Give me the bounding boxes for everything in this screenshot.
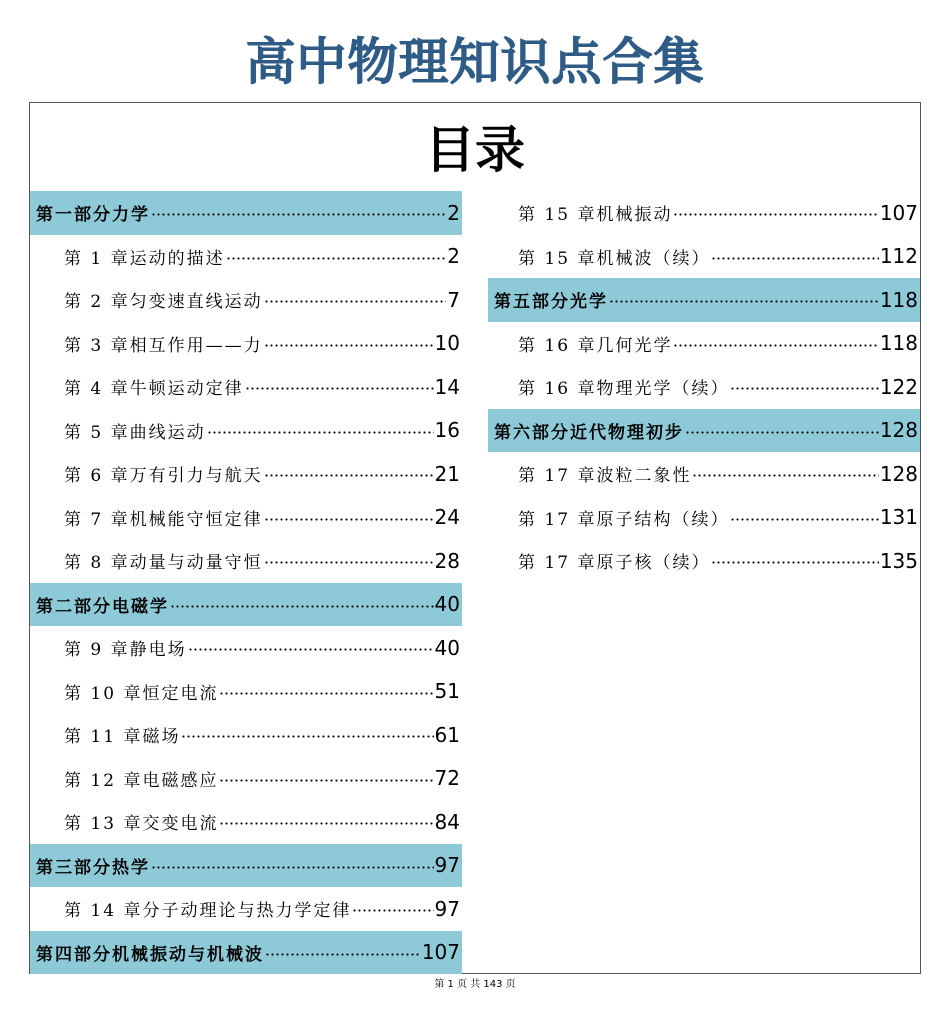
dot-leader — [226, 250, 447, 267]
document-title: 高中物理知识点合集 — [245, 33, 705, 91]
toc-entry-label: 第 11 章磁场 — [64, 727, 181, 748]
toc-part-entry[interactable] — [30, 583, 462, 627]
dot-leader — [151, 859, 434, 876]
page-footer: 第 1 页 共 143 页 — [434, 979, 516, 990]
toc-entry-page-number: 21 — [434, 461, 460, 486]
dot-leader — [264, 293, 447, 310]
toc-chapter-entry[interactable] — [488, 539, 920, 583]
toc-entry-page-number: 24 — [434, 505, 460, 530]
toc-entry-label: 第三部分热学 — [36, 857, 150, 878]
toc-entry-page-number: 72 — [434, 766, 460, 791]
dot-leader — [352, 902, 433, 919]
toc-chapter-entry[interactable] — [30, 409, 462, 453]
dot-leader — [711, 250, 878, 267]
dot-leader — [730, 380, 878, 397]
toc-entry-label: 第 13 章交变电流 — [64, 814, 219, 835]
toc-chapter-entry[interactable] — [30, 278, 462, 322]
toc-chapter-entry[interactable] — [30, 626, 462, 670]
toc-entry-label: 第 17 章原子结构（续） — [518, 509, 730, 530]
dot-leader — [219, 685, 433, 702]
toc-chapter-entry[interactable] — [488, 191, 920, 235]
dot-leader — [207, 424, 434, 441]
toc-entry-page-number: 128 — [879, 461, 918, 486]
toc-entry-label: 第一部分力学 — [36, 205, 150, 226]
toc-entry-label: 第 16 章物理光学（续） — [518, 379, 730, 400]
toc-chapter-entry[interactable] — [30, 670, 462, 714]
dot-leader — [730, 511, 878, 528]
toc-part-entry[interactable] — [488, 409, 920, 453]
toc-entry-label: 第二部分电磁学 — [36, 596, 169, 617]
toc-entry-label: 第六部分近代物理初步 — [494, 422, 684, 443]
dot-leader — [264, 467, 434, 484]
toc-entry-page-number: 7 — [447, 287, 460, 312]
toc-chapter-entry[interactable] — [30, 496, 462, 540]
toc-chapter-entry[interactable] — [30, 713, 462, 757]
toc-entry-label: 第 17 章原子核（续） — [518, 553, 711, 574]
toc-entry-label: 第 5 章曲线运动 — [64, 422, 206, 443]
dot-leader — [264, 511, 434, 528]
toc-chapter-entry[interactable] — [30, 235, 462, 279]
toc-entry-label: 第 16 章几何光学 — [518, 335, 673, 356]
toc-left-column — [30, 191, 462, 974]
toc-entry-page-number: 107 — [421, 940, 460, 965]
dot-leader — [151, 206, 446, 223]
toc-entry-page-number: 40 — [434, 635, 460, 660]
dot-leader — [170, 598, 434, 615]
toc-part-entry[interactable] — [30, 844, 462, 888]
toc-entry-label: 第 15 章机械振动 — [518, 205, 673, 226]
toc-entry-label: 第 10 章恒定电流 — [64, 683, 219, 704]
toc-entry-page-number: 51 — [434, 679, 460, 704]
toc-chapter-entry[interactable] — [488, 452, 920, 496]
toc-entry-label: 第五部分光学 — [494, 292, 608, 313]
dot-leader — [685, 424, 879, 441]
dot-leader — [609, 293, 879, 310]
dot-leader — [673, 337, 878, 354]
toc-entry-label: 第 7 章机械能守恒定律 — [64, 509, 263, 530]
toc-chapter-entry[interactable] — [30, 800, 462, 844]
toc-entry-label: 第 2 章匀变速直线运动 — [64, 292, 263, 313]
toc-entry-label: 第 6 章万有引力与航天 — [64, 466, 263, 487]
toc-entry-page-number: 97 — [434, 896, 460, 921]
toc-entry-page-number: 118 — [879, 287, 918, 312]
toc-part-entry[interactable] — [30, 191, 462, 235]
toc-entry-label: 第 15 章机械波（续） — [518, 248, 711, 269]
toc-entry-label: 第 17 章波粒二象性 — [518, 466, 692, 487]
toc-chapter-entry[interactable] — [30, 322, 462, 366]
toc-entry-page-number: 40 — [434, 592, 460, 617]
dot-leader — [692, 467, 878, 484]
dot-leader — [264, 337, 434, 354]
toc-chapter-entry[interactable] — [488, 365, 920, 409]
toc-part-entry[interactable] — [488, 278, 920, 322]
dot-leader — [245, 380, 434, 397]
dot-leader — [673, 206, 878, 223]
dot-leader — [711, 554, 878, 571]
toc-part-entry[interactable] — [30, 931, 462, 975]
toc-entry-page-number: 122 — [879, 374, 918, 399]
toc-entry-label: 第四部分机械振动与机械波 — [36, 944, 264, 965]
toc-chapter-entry[interactable] — [30, 452, 462, 496]
toc-entry-page-number: 2 — [447, 244, 460, 269]
toc-chapter-entry[interactable] — [488, 322, 920, 366]
toc-entry-label: 第 3 章相互作用——力 — [64, 335, 263, 356]
toc-entry-page-number: 2 — [447, 200, 460, 225]
toc-entry-label: 第 1 章运动的描述 — [64, 248, 225, 269]
toc-entry-page-number: 16 — [434, 418, 460, 443]
dot-leader — [265, 946, 421, 963]
toc-entry-page-number: 14 — [434, 374, 460, 399]
toc-entry-page-number: 10 — [434, 331, 460, 356]
toc-entry-page-number: 112 — [879, 244, 918, 269]
toc-entry-label: 第 4 章牛顿运动定律 — [64, 379, 244, 400]
toc-chapter-entry[interactable] — [30, 887, 462, 931]
toc-entry-page-number: 131 — [879, 505, 918, 530]
toc-entry-page-number: 61 — [434, 722, 460, 747]
dot-leader — [219, 815, 433, 832]
toc-chapter-entry[interactable] — [488, 496, 920, 540]
toc-chapter-entry[interactable] — [30, 757, 462, 801]
toc-right-column — [488, 191, 920, 583]
toc-chapter-entry[interactable] — [30, 365, 462, 409]
toc-entry-label: 第 12 章电磁感应 — [64, 770, 219, 791]
toc-entry-label: 第 14 章分子动理论与热力学定律 — [64, 901, 352, 922]
toc-entry-page-number: 84 — [434, 809, 460, 834]
dot-leader — [188, 641, 434, 658]
toc-entry-page-number: 135 — [879, 548, 918, 573]
dot-leader — [181, 728, 433, 745]
toc-entry-page-number: 118 — [879, 331, 918, 356]
toc-entry-page-number: 128 — [879, 418, 918, 443]
toc-heading: 目录 — [425, 121, 525, 179]
toc-entry-label: 第 8 章动量与动量守恒 — [64, 553, 263, 574]
toc-entry-page-number: 107 — [879, 200, 918, 225]
dot-leader — [264, 554, 434, 571]
dot-leader — [219, 772, 433, 789]
toc-entry-page-number: 28 — [434, 548, 460, 573]
toc-chapter-entry[interactable] — [488, 235, 920, 279]
toc-entry-label: 第 9 章静电场 — [64, 640, 187, 661]
toc-entry-page-number: 97 — [434, 853, 460, 878]
toc-chapter-entry[interactable] — [30, 539, 462, 583]
